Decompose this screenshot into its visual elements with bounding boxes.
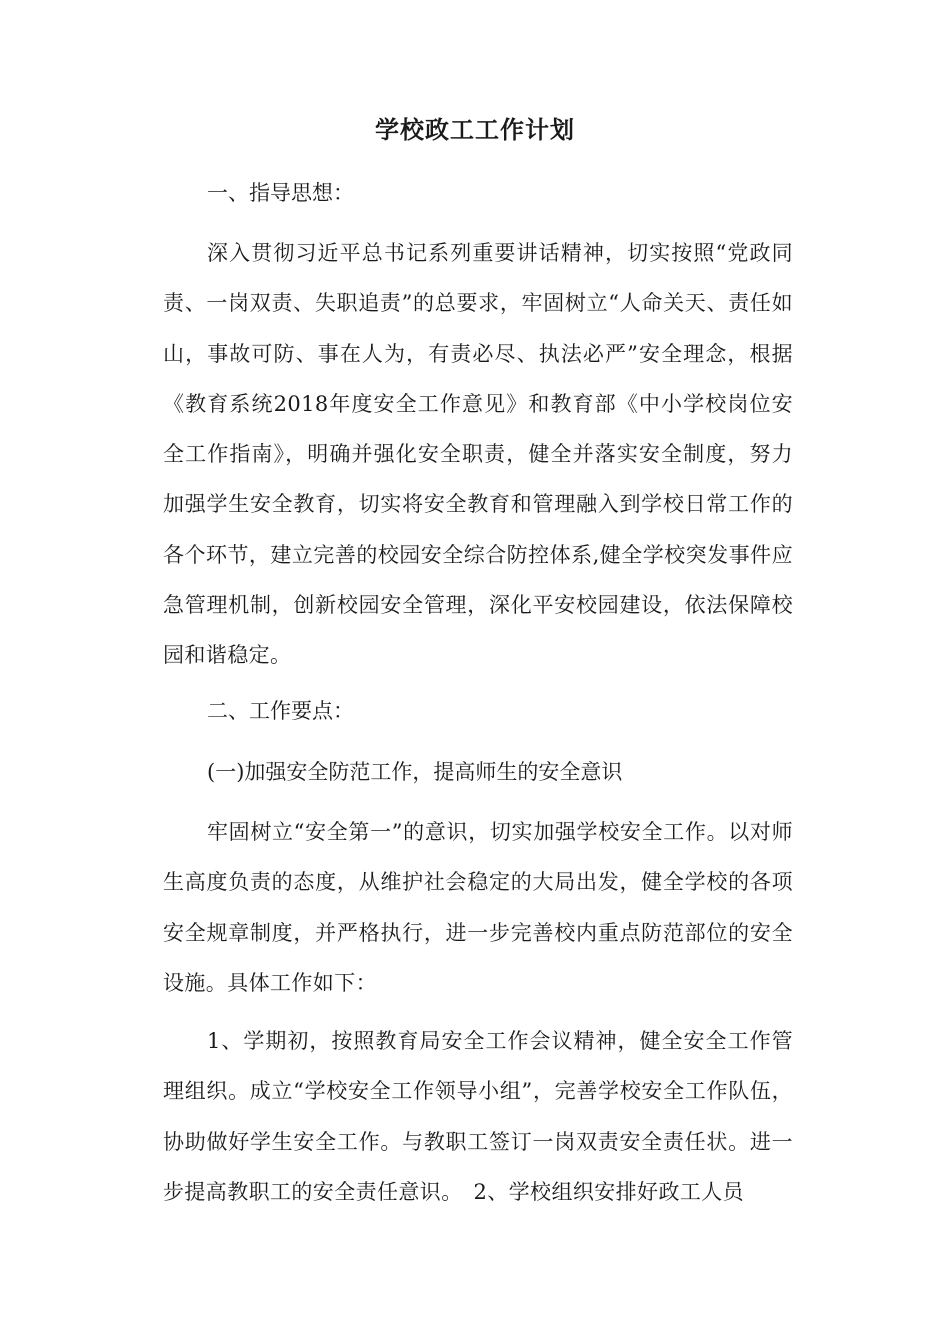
- item-1-paragraph: 1、学期初，按照教育局安全工作会议精神，健全安全工作管理组织。成立“学校安全工作领导小组”，完善学校安全工作队伍，协助做好学生安全工作。与教职工签订一岗双责安全责任状。进一步提高教职工的安全责任意识。 2、学校组织安排好政工人员: [163, 1029, 793, 1204]
- safety-paragraph: 牢固树立“安全第一”的意识，切实加强学校安全工作。以对师生高度负责的态度，从维护社会稳定的大局出发，健全学校的各项安全规章制度，并严格执行，进一步完善校内重点防范部位的安全设施。具体工作如下：: [163, 820, 793, 995]
- section-heading-guiding-ideology: 一、指导思想：: [207, 181, 354, 205]
- section-heading-work-points: 二、工作要点：: [207, 699, 354, 723]
- guiding-ideology-paragraph: 深入贯彻习近平总书记系列重要讲话精神，切实按照“党政同责、一岗双责、失职追责”的总要求，牢固树立“人命关天、责任如山，事故可防、事在人为，有责必尽、执法必严”安全理念，根据《教育系统2018年度安全工作意见》和教育部《中小学校岗位安全工作指南》，明确并强化安全职责，健全并落实安全制度，努力加强学生安全教育，切实将安全教育和管理融入到学校日常工作的各个环节，建立完善的校园安全综合防控体系,健全学校突发事件应急管理机制，创新校园安全管理，深化平安校园建设，依法保障校园和谐稳定。: [163, 241, 793, 668]
- subsection-heading-safety: (一)加强安全防范工作，提高师生的安全意识: [207, 760, 623, 784]
- document-title: 学校政工工作计划: [375, 115, 575, 144]
